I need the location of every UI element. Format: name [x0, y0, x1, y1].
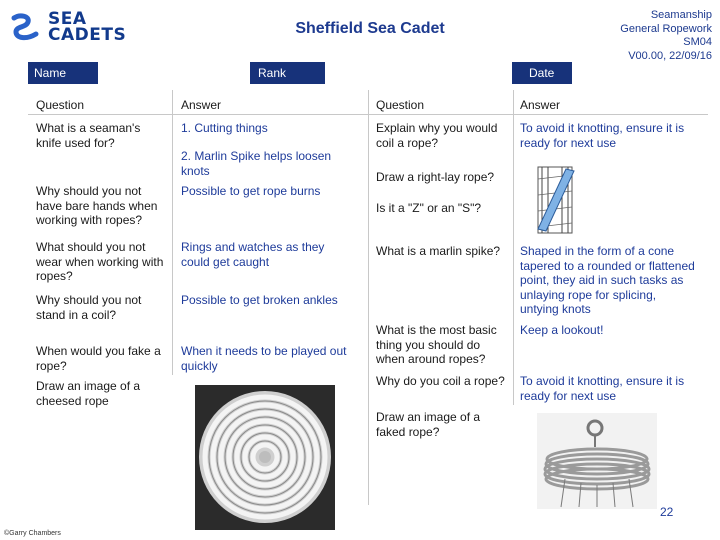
left-question-header: Question [36, 98, 85, 112]
left-a5: When it needs to be played out quickly [181, 344, 347, 373]
photo-credit: ©Garry Chambers [4, 530, 61, 537]
right-q1: Explain why you would coil a rope? [376, 121, 498, 150]
left-q4: Why should you not stand in a coil? [36, 293, 142, 322]
cheesed-rope-image [195, 385, 335, 530]
right-q6: Why do you coil a rope? [376, 374, 505, 388]
right-column-divider [513, 90, 514, 405]
date-field[interactable] [512, 62, 572, 84]
meta-topic: General Ropework [620, 22, 712, 35]
left-answer-header: Answer [181, 98, 222, 112]
document-meta [582, 9, 712, 63]
center-divider [368, 90, 369, 505]
faked-rope-image [537, 413, 657, 509]
right-question-header: Question [376, 98, 425, 112]
page-number: 22 [660, 505, 674, 519]
rank-field[interactable] [250, 62, 325, 84]
left-a4: Possible to get broken ankles [181, 293, 338, 307]
logo-line2: CADETS [48, 25, 127, 45]
right-answer-header: Answer [520, 98, 561, 112]
left-a1-line1: 1. Cutting things [181, 121, 268, 135]
logo-line1: SEA [48, 9, 87, 29]
right-a4: Shaped in the form of a cone tapered to a rounded or flattened point, they aid in such tasks as unlaying rope for splicing, untying knots [520, 244, 695, 316]
right-q5: What is the most basic thing you should do when around ropes? [376, 323, 497, 366]
name-field[interactable] [28, 62, 98, 84]
right-lay-rope-diagram [530, 165, 580, 235]
left-q6: Draw an image of a cheesed rope [36, 379, 141, 408]
left-q2: Why should you not have bare hands when working with ropes? [36, 184, 158, 227]
right-q3: Is it a "Z" or an "S"? [376, 201, 482, 215]
right-q7: Draw an image of a faked rope? [376, 410, 481, 439]
left-a2: Possible to get rope burns [181, 184, 321, 198]
rank-label: Rank [258, 66, 287, 80]
header-rule [28, 114, 708, 115]
left-q1: What is a seaman's knife used for? [36, 121, 141, 150]
right-q4: What is a marlin spike? [376, 244, 501, 258]
name-label: Name [34, 66, 67, 80]
right-a5: Keep a lookout! [520, 323, 604, 337]
left-q3: What should you not wear when working with ropes? [36, 240, 164, 283]
left-q5: When would you fake a rope? [36, 344, 161, 373]
right-q2: Draw a right-lay rope? [376, 170, 495, 184]
page-title: Sheffield Sea Cadet [295, 20, 445, 37]
left-a3: Rings and watches as they could get caught [181, 240, 325, 269]
left-a1-line2: 2. Marlin Spike helps loosen knots [181, 149, 332, 178]
right-a6: To avoid it knotting, ensure it is ready for next use [520, 374, 685, 403]
meta-version: V00.00, 22/09/16 [628, 49, 712, 62]
left-column-divider [172, 90, 173, 375]
meta-subject: Seamanship [650, 9, 712, 21]
date-label: Date [529, 66, 555, 80]
meta-code: SM04 [683, 36, 712, 48]
right-a1: To avoid it knotting, ensure it is ready for next use [520, 121, 685, 150]
